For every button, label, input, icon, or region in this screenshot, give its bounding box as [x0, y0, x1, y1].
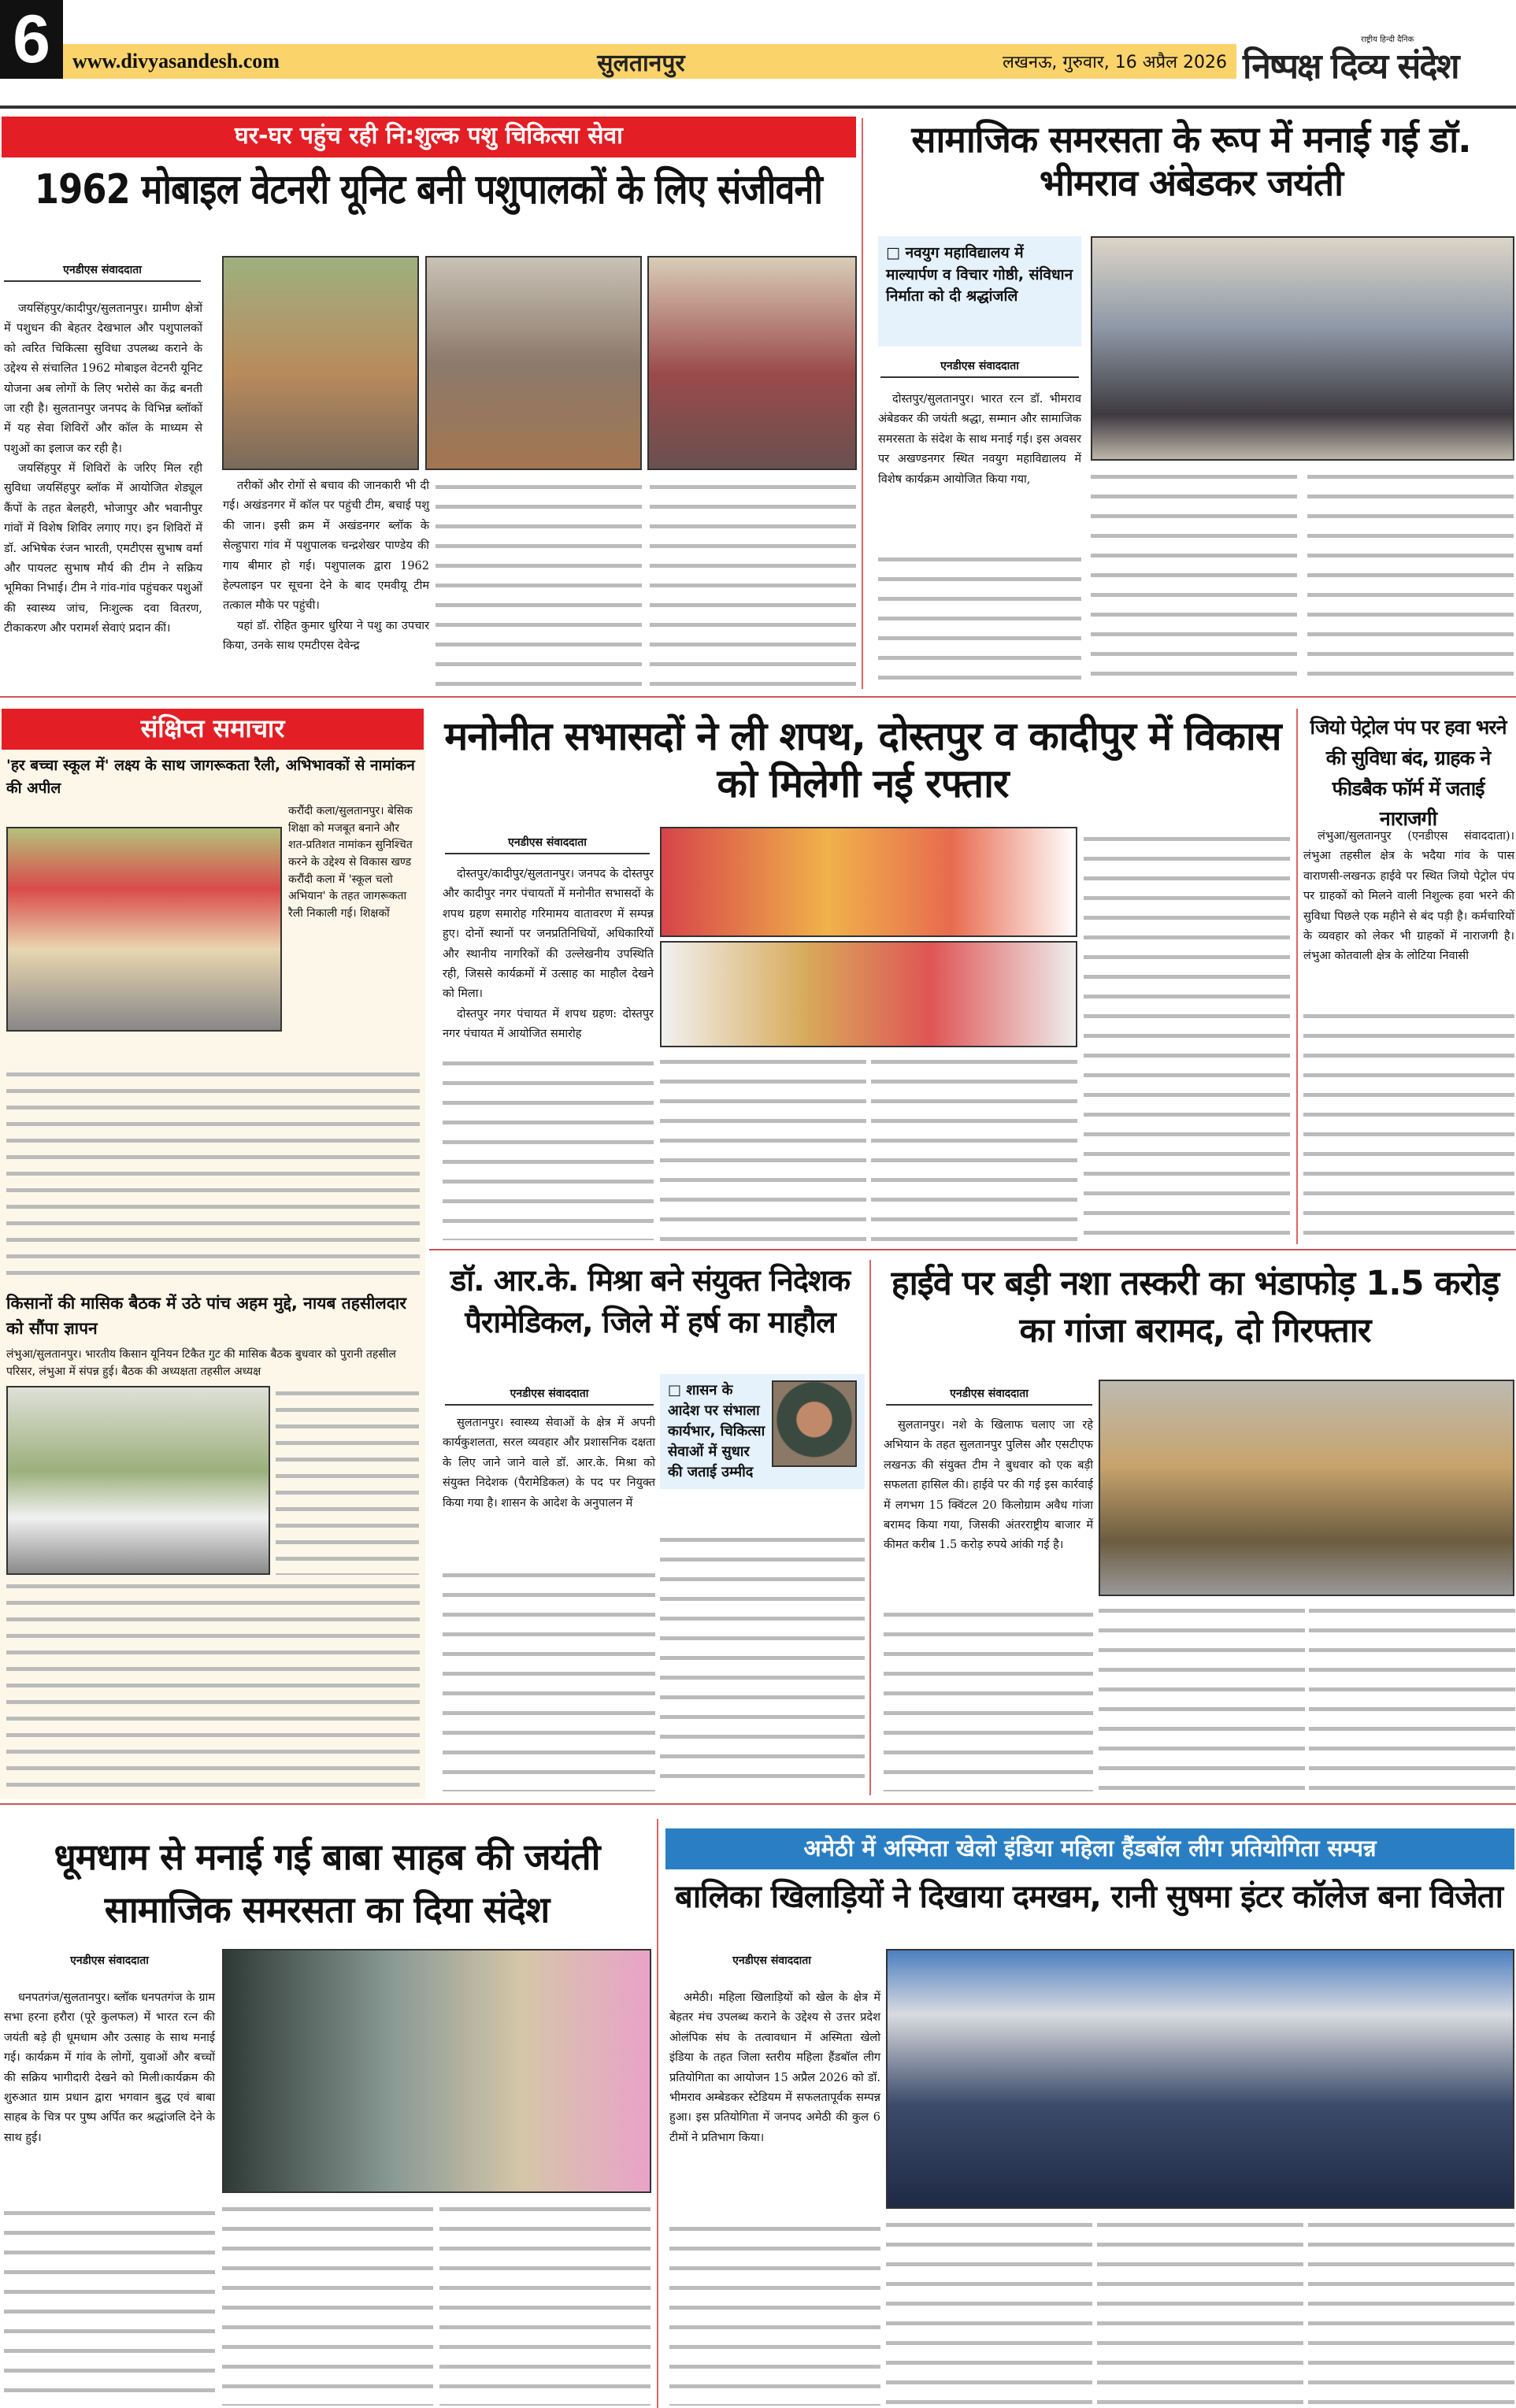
- text-column: [6, 1579, 420, 1791]
- byline: एनडीएस संवाददाता: [445, 835, 650, 854]
- pull-box: □ नवयुग महाविद्यालय में माल्यार्पण व विचार गोष्ठी, संविधान निर्माता को दी श्रद्धांजलि: [878, 236, 1081, 346]
- photo-vet-team: [425, 256, 642, 470]
- divider: [1296, 709, 1298, 1244]
- divider: [0, 696, 1516, 698]
- text-column: [4, 2205, 215, 2406]
- brief-headline[interactable]: किसानों की मासिक बैठक में उठे पांच अहम मुद्दे, नायब तहसीलदार को सौंपा ज्ञापन: [6, 1294, 406, 1338]
- article-body: दोस्तपुर/कादीपुर/सुलतानपुर। जनपद के दोस्तपुर और कादीपुर नगर पंचायतों में मनोनीत सभासदों के शपथ ग्रहण समारोह गरिमामय वातावरण में सम्पन्न हुए। दोनों स्थानों पर जनप्रतिनिधियों, अधिकारियों और स्थानीय नागरिकों की उल्लेखनीय उपस्थिति रही, जिससे कार्यक्रमों में उत्साह का माहौल देखने को मिला। दोस्तपुर नगर पंचायत में शपथ ग्रहण: दोस्तपुर नगर पंचायत में आयोजित समारोह: [443, 868, 654, 1040]
- edition-name: सुलतानपुर: [597, 49, 685, 77]
- text-column: [276, 1386, 419, 1575]
- photo-police-seizure: [1099, 1380, 1514, 1596]
- text-column: [886, 2217, 1092, 2406]
- byline: एनडीएस संवाददाता: [70, 1954, 149, 1967]
- byline: एनडीएस संवाददाता: [4, 262, 201, 282]
- article-headline[interactable]: 1962 मोबाइल वेटनरी यूनिट बनी पशुपालकों के लिए संजीवनी: [34, 166, 822, 213]
- article-kicker: घर-घर पहुंच रही नि:शुल्क पशु चिकित्सा सेवा: [2, 117, 856, 157]
- divider: [429, 1249, 1516, 1250]
- text-column: [878, 551, 1081, 687]
- text-column: [660, 1532, 865, 1791]
- page-number: 6: [0, 0, 63, 79]
- text-column: [436, 479, 642, 687]
- text-column: [222, 2201, 433, 2406]
- text-column: [884, 1606, 1093, 1791]
- website-link[interactable]: www.divyasandesh.com: [72, 50, 280, 72]
- text-column: [443, 1567, 655, 1791]
- text-column: [1303, 1008, 1514, 1240]
- pull-box-text: नवयुग महाविद्यालय में माल्यार्पण व विचार गोष्ठी, संविधान निर्माता को दी श्रद्धांजलि: [886, 244, 1073, 306]
- text-column: [6, 1067, 420, 1284]
- text-column: [1307, 469, 1514, 687]
- article-body: सुलतानपुर। नशे के खिलाफ चलाए जा रहे अभियान के तहत सुलतानपुर पुलिस और एसटीएफ लखनऊ की संयुक्त टीम ने बुधवार को एक बड़ी सफलता हासिल की। हाईवे पर की गई इस कार्रवाई में लगभग 15 क्विंटल 20 किलोग्राम अवैध गांजा बरामद किया गया, जिसकी अंतरराष्ट्रीय बाजार में कीमत करीब 1.5 करोड़ रुपये आंकी गई है।: [884, 1419, 1093, 1552]
- article-headline[interactable]: हाईवे पर बड़ी नशा तस्करी का भंडाफोड़ 1.5 करोड़ का गांजा बरामद, दो गिरफ्तार: [891, 1264, 1499, 1351]
- article-headline[interactable]: बालिका खिलाड़ियों ने दिखाया दमखम, रानी सुषमा इंटर कॉलेज बना विजेता: [675, 1879, 1503, 1915]
- article-headline[interactable]: मनोनीत सभासदों ने ली शपथ, दोस्तपुर व कादीपुर में विकास को मिलेगी नई रफ्तार: [444, 713, 1281, 806]
- photo-oath-ceremony: [660, 827, 1077, 937]
- divider: [657, 1819, 658, 2408]
- text-column: [1309, 1602, 1515, 1791]
- article-body: अमेठी। महिला खिलाड़ियों को खेल के क्षेत्र में बेहतर मंच उपलब्ध कराने के उद्देश्य से उत्तर प्रदेश ओलंपिक संघ के तत्वावधान में अस्मिता खेलो इंडिया के तहत जिला स्तरीय महिला हैंडबॉल लीग प्रतियोगिता का आयोजन 15 अप्रैल 2026 को डॉ. भीमराव अम्बेडकर स्टेडियम में सफलतापूर्वक सम्पन्न हुआ। इस प्रतियोगिता में जनपद अमेठी की कुल 6 टीमों ने प्रतिभाग किया।: [669, 1991, 880, 2144]
- byline: एनडीएस संवाददाता: [732, 1954, 811, 1967]
- text-column: [1091, 469, 1297, 687]
- masthead-logo: [1243, 24, 1516, 94]
- article-body: तरीकों और रोगों से बचाव की जानकारी भी दी गई। अखंडनगर में कॉल पर पहुंची टीम, बचाई पशु की जान। इसी क्रम में अखंडनगर ब्लॉक के सेल्हुपारा गांव में पशुपालक चन्द्रशेखर पाण्डेय की गाय बीमार हो गई। पशुपालक द्वारा 1962 हेल्पलाइन पर सूचना देने के बाद एमवीयू टीम तत्काल मौके पर पहुंची। यहां डॉ. रोहित कुमार धुरिया ने पशु का उपचार किया, उनके साथ एमटीएस देवेन्द्र: [223, 480, 429, 652]
- article-body: लंभुआ/सुलतानपुर (एनडीएस संवाददाता)। लंभुआ तहसील क्षेत्र के भदैया गांव के पास वाराणसी-लखनऊ हाईवे पर स्थित जियो पेट्रोल पंप पर ग्राहकों को मिलने वाली निशुल्क हवा भरने की सुविधा पिछले एक महीने से बंद पड़ी है। कर्मचारियों के व्यवहार को लेकर भी ग्राहकों में नाराजगी है। लंभुआ कोतवाली क्षेत्र के लोटिया निवासी: [1303, 830, 1514, 963]
- brief-body: लंभुआ/सुलतानपुर। भारतीय किसान यूनियन टिकैत गुट की मासिक बैठक बुधवार को पुरानी तहसील परिसर, लंभुआ में संपन्न हुई। बैठक की अध्यक्षता तहसील अध्यक्ष: [6, 1348, 396, 1378]
- article-headline[interactable]: धूमधाम से मनाई गई बाबा साहब की जयंती सामाजिक समरसता का दिया संदेश: [54, 1836, 600, 1931]
- photo-farmers-meeting: [6, 1386, 270, 1575]
- dateline: लखनऊ, गुरुवार, 16 अप्रैल 2026: [1002, 53, 1227, 72]
- brief-body-text: करौंदी कला/सुलतानपुर। बेसिक शिक्षा को मजबूत बनाने और शत-प्रतिशत नामांकन सुनिश्चित करने के उद्देश्य से विकास खण्ड करौंदी कला में 'स्कूल चलो अभियान' के तहत जागरूकता रैली निकाली गई। शिक्षकों: [288, 805, 413, 921]
- brief-headline[interactable]: 'हर बच्चा स्कूल में' लक्ष्य के साथ जागरूकता रैली, अभिभावकों से नामांकन की अपील: [6, 757, 415, 797]
- brief-body: [6, 803, 420, 1063]
- photo-cow-treatment: [222, 256, 419, 470]
- article-headline[interactable]: जियो पेट्रोल पंप पर हवा भरने की सुविधा बंद, ग्राहक ने फीडबैक फॉर्म में जताई नाराजगी: [1310, 716, 1507, 831]
- text-column: [443, 1055, 654, 1240]
- article-body: दोस्तपुर/सुलतानपुर। भारत रत्न डॉ. भीमराव अंबेडकर की जयंती श्रद्धा, सम्मान और सामाजिक समरसता के संदेश के साथ मनाई गई। इस अवसर पर अखण्डनगर स्थित नवयुग महाविद्यालय में विशेष कार्यक्रम आयोजित किया गया,: [878, 393, 1081, 486]
- header-bar: [63, 44, 1236, 79]
- masthead-title: निष्पक्ष दिव्य संदेश: [1243, 46, 1459, 87]
- text-column: [1308, 2217, 1514, 2406]
- text-column: [669, 2221, 880, 2406]
- article-kicker: अमेठी में अस्मिता खेलो इंडिया महिला हैंडबॉल लीग प्रतियोगिता सम्पन्न: [665, 1828, 1514, 1869]
- photo-villagers: [647, 256, 857, 470]
- article-body: सुलतानपुर। स्वास्थ्य सेवाओं के क्षेत्र में अपनी कार्यकुशलता, सरल व्यवहार और प्रशासनिक दक्षता के लिए जाने जाने वाले डॉ. आर.के. मिश्रा को संयुक्त निदेशक (पैरामेडिकल) के पद पर नियुक्त किया गया है। शासन के आदेश के अनुपालन में: [443, 1417, 655, 1510]
- pull-box-text: शासन के आदेश पर संभाला कार्यभार, चिकित्सा सेवाओं में सुधार की जताई उम्मीद: [668, 1382, 765, 1481]
- text-column: [1084, 831, 1290, 1240]
- byline: एनडीएस संवाददाता: [445, 1386, 654, 1406]
- divider: [0, 106, 1516, 109]
- text-column: [1097, 2217, 1303, 2406]
- byline: एनडीएस संवाददाता: [886, 1386, 1092, 1406]
- photo-ambedkar-portrait-event: [222, 1949, 651, 2193]
- pull-box: □ शासन के आदेश पर संभाला कार्यभार, चिकित्सा सेवाओं में सुधार की जताई उम्मीद: [660, 1374, 865, 1489]
- text-column: [660, 1054, 866, 1241]
- photo-oath-ceremony-2: [660, 941, 1077, 1047]
- article-body: धनपतगंज/सुलतानपुर। ब्लॉक धनपतगंज के ग्राम सभा हरना हरौरा (पूरे कुलफल) में भारत रत्न की जयंती बड़े ही धूमधाम और उत्साह के साथ मनाई गई। कार्यक्रम में गांव के लोगों, युवाओं और बच्चों की सक्रिय भागीदारी देखने को मिली।कार्यक्रम की शुरुआत ग्राम प्रधान द्वारा भगवान बुद्ध एवं बाबा साहब के चित्र पर पुष्प अर्पित कर श्रद्धांजलि देने के साथ हुई।: [4, 1991, 215, 2144]
- masthead-tag: राष्ट्रीय हिन्दी दैनिक: [1361, 35, 1414, 44]
- text-column: [1099, 1602, 1305, 1791]
- photo-handball-teams: [886, 1949, 1514, 2209]
- article-body: जयसिंहपुर/कादीपुर/सुलतानपुर। ग्रामीण क्षेत्रों में पशुधन की बेहतर देखभाल और पशुपालकों को त्वरित चिकित्सा सुविधा उपलब्ध कराने के उद्देश्य से संचालित 1962 मोबाइल वेटनरी यूनिट योजना अब लोगों के लिए भरोसे का केंद्र बनती जा रही है। सुलतानपुर जनपद के विभिन्न ब्लॉकों में यह सेवा शिविरों और कॉल के माध्यम से पशुओं का इलाज कर रही है। जयसिंहपुर में शिविरों के जरिए मिल रही सुविधा जयसिंहपुर ब्लॉक में आयोजित शेड्यूल कैंपों के तहत बेलहरी, भोजापुर और भवानीपुर गांवों में विशेष शिविर लगाए गए। इन शिविरों में डॉ. अभिषेक रंजन भारती, एमटीएस सुभाष वर्मा और पायलट सुभाष मौर्य की टीम ने सक्रिय भूमिका निभाई। टीम ने गांव-गांव पहुंचकर पशुओं की स्वास्थ्य जांच, निःशुल्क दवा वितरण, टीकाकरण और परामर्श सेवाएं प्रदान कीं।: [4, 302, 202, 635]
- text-column: [650, 479, 856, 687]
- byline: एनडीएस संवाददाता: [880, 358, 1079, 378]
- text-column: [871, 1054, 1077, 1241]
- divider: [862, 118, 863, 689]
- divider: [869, 1260, 871, 1795]
- photo-school-rally: [6, 827, 282, 1032]
- article-headline[interactable]: डॉ. आर.के. मिश्रा बने संयुक्त निदेशक पैरामेडिकल, जिले में हर्ष का माहौल: [450, 1263, 851, 1340]
- divider: [0, 1803, 1516, 1805]
- photo-ambedkar-event: [1091, 236, 1514, 461]
- article-headline[interactable]: सामाजिक समरसता के रूप में मनाई गई डॉ. भीमराव अंबेडकर जयंती: [911, 118, 1471, 205]
- portrait-rk-mishra: [772, 1380, 857, 1467]
- brief-news-title: संक्षिप्त समाचार: [2, 709, 424, 750]
- text-column: [439, 2201, 651, 2406]
